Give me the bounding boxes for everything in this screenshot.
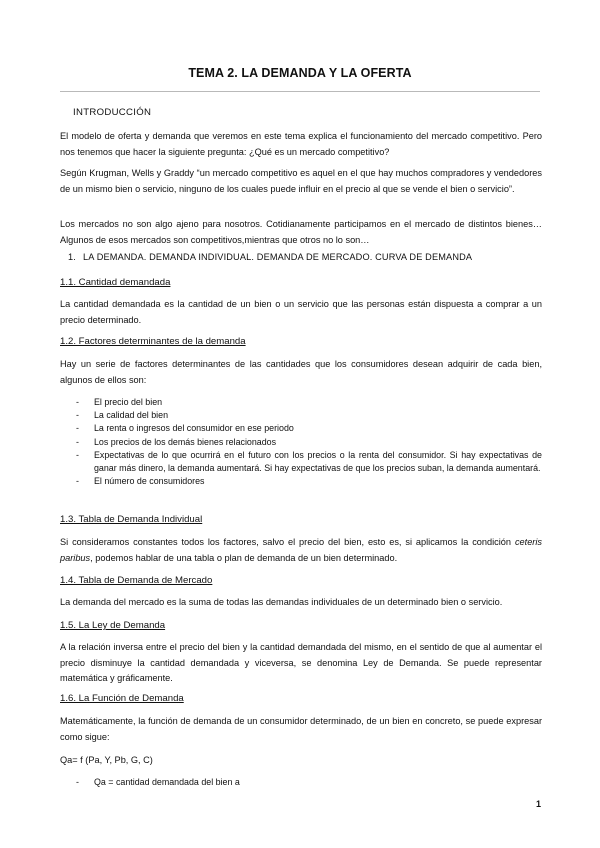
section-1-title: LA DEMANDA. DEMANDA INDIVIDUAL. DEMANDA DE MERCADO. CURVA DE DEMANDA xyxy=(83,252,473,262)
paragraph-1-4: La demanda del mercado es la suma de todas las demandas individuales de un determinado bien o servicio. xyxy=(60,597,503,607)
paragraph-1-5: A la relación inversa entre el precio del bien y la cantidad demandada del mismo, en el sentido de que al aumentar el precio disminuye la cantidad demandada y viceversa, se denomina Ley de Demanda. Se puede representar matemática y gráficamente. xyxy=(60,642,542,683)
bullet-dash: - xyxy=(76,423,79,434)
list-item: - La calidad del bien xyxy=(60,409,542,422)
heading-1-2: 1.2. Factores determinantes de la demanda xyxy=(60,336,246,347)
heading-1-3: 1.3. Tabla de Demanda Individual xyxy=(60,514,203,525)
heading-1-6: 1.6. La Función de Demanda xyxy=(60,693,184,704)
function-variables-list xyxy=(60,776,542,789)
paragraph-1-2: Hay un serie de factores determinantes de las cantidades que los consumidores desean adquirir de cada bien, algunos de ellos son: xyxy=(60,359,542,385)
intro-heading: INTRODUCCIÓN xyxy=(73,107,152,118)
factors-list xyxy=(60,396,542,488)
list-item: - Expectativas de lo que ocurrirá en el futuro con los precios o la renta del consumidor. Si hay expectativas de ganar más dinero, la demanda aumentará. Si hay expectativas de que los precios suban, la demanda aumentará. xyxy=(76,449,542,474)
heading-1-4: 1.4. Tabla de Demanda de Mercado xyxy=(60,575,213,586)
paragraph-1-1: La cantidad demandada es la cantidad de un bien o un servicio que las personas están dispuesta a comprar a un precio determinado. xyxy=(60,299,542,325)
bullet-dash: - xyxy=(76,476,79,487)
ceteris-paribus-term: ceteris paribus xyxy=(60,537,542,563)
list-item: - Qa = cantidad demandada del bien a xyxy=(60,776,542,789)
demand-function-formula: Qa= f (Pa, Y, Pb, G, C) xyxy=(60,755,153,765)
list-item: - El número de consumidores xyxy=(60,475,542,488)
section-1-heading xyxy=(68,252,472,262)
paragraph-1-6: Matemáticamente, la función de demanda de un consumidor determinado, de un bien en concreto, se puede expresar como sigue: xyxy=(60,716,542,742)
list-item: - Los precios de los demás bienes relacionados xyxy=(60,436,542,449)
bullet-dash: - xyxy=(76,449,79,460)
intro-paragraph-2: Según Krugman, Wells y Graddy “un mercado competitivo es aquel en el que hay muchos compradores y vendedores de un mismo bien o servicio, ninguno de los cuales puede influir en el precio al que se vende el bien o servicio”. xyxy=(60,168,542,194)
bullet-dash: - xyxy=(76,777,79,787)
document-title: TEMA 2. LA DEMANDA Y LA OFERTA xyxy=(188,66,412,80)
section-1-number: 1. xyxy=(68,252,76,262)
intro-paragraph-1: El modelo de oferta y demanda que veremos en este tema explica el funcionamiento del mercado competitivo. Pero nos tenemos que hacer la siguiente pregunta: ¿Qué es un mercado competitivo? xyxy=(60,131,542,157)
bullet-dash: - xyxy=(76,397,79,407)
bullet-dash: - xyxy=(76,436,79,447)
bullet-dash: - xyxy=(76,410,79,421)
page-number: 1 xyxy=(536,799,542,809)
intro-paragraph-3: Los mercados no son algo ajeno para nosotros. Cotidianamente participamos en el mercado de distintos bienes… Algunos de esos mercados son competitivos,mientras que otros no lo son… xyxy=(60,219,542,245)
title-divider xyxy=(60,91,540,92)
list-item: - El precio del bien xyxy=(60,396,542,409)
paragraph-1-3: Si consideramos constantes todos los factores, salvo el precio del bien, esto es, si aplicamos la condición ceteris paribus, podemos hablar de una tabla o plan de demanda de un bien determinado. xyxy=(60,537,542,563)
heading-1-5: 1.5. La Ley de Demanda xyxy=(60,620,166,631)
list-item: - La renta o ingresos del consumidor en ese periodo xyxy=(60,422,542,435)
heading-1-1: 1.1. Cantidad demandada xyxy=(60,277,171,288)
